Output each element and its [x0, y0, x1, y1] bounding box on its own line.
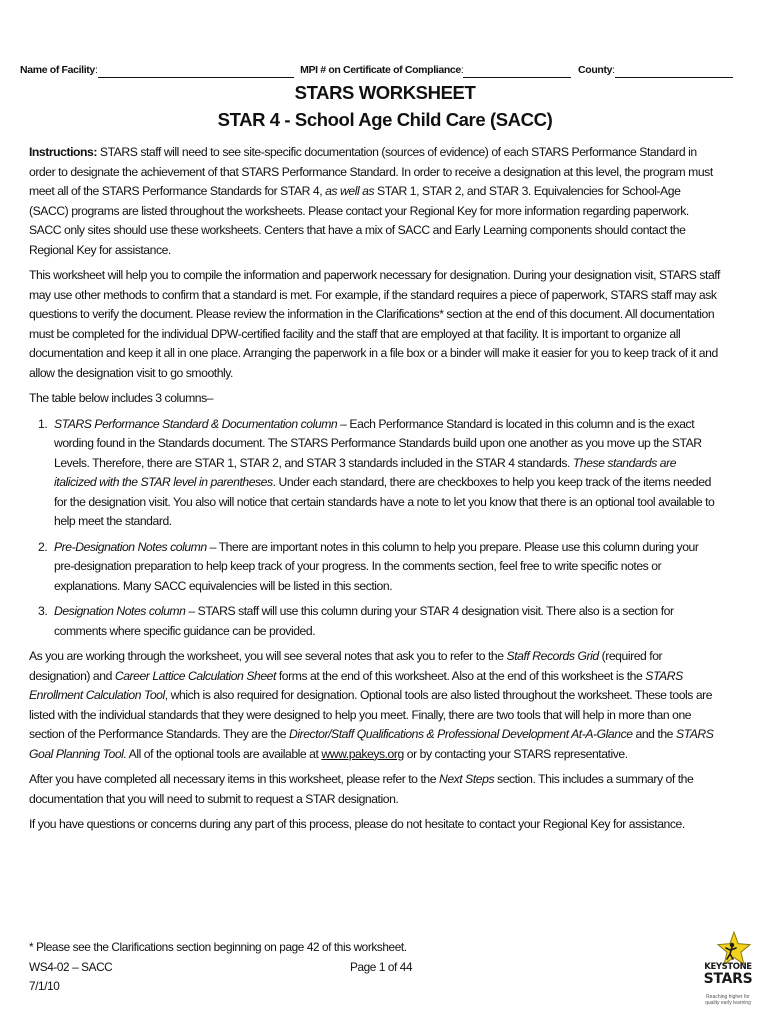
- county-label: County:: [578, 64, 615, 76]
- instructions-body: [29, 143, 721, 841]
- facility-name-field[interactable]: [98, 65, 294, 78]
- logo-tagline-1: Reaching higher for: [706, 994, 750, 1000]
- columns-list: [29, 415, 721, 642]
- facility-info-row: [20, 62, 752, 78]
- clarifications-footnote: * Please see the Clarifications section beginning on page 42 of this worksheet.: [29, 940, 407, 954]
- column-item-3: 3. Designation Notes column – STARS staff will use this column during your STAR 4 designation visit. There also is a section for comments where specific guidance can be provided.: [38, 604, 674, 638]
- tools-paragraph: As you are working through the worksheet, you will see several notes that ask you to refer to the Staff Records Grid (required for designation) and Career Lattice Calculation Sheet forms at the end of this worksheet. Also at the end of this worksheet is the STARS Enrollment Calculation Tool, which is also required for designation. Optional tools are also listed throughout the worksheet. These tools are listed with the individual standards that they were designed to help you meet. Finally, there are two tools that will help in more than one section of the Performance Standards. They are the Director/Staff Qualifications & Professional Development At-A-Glance and the STARS Goal Planning Tool. All of the optional tools are available at www.pakeys.org or by contacting your STARS representative.: [29, 649, 714, 761]
- column-title: Designation Notes column: [54, 604, 186, 618]
- worksheet-title: STARS WORKSHEET: [294, 82, 476, 103]
- worksheet-subtitle: STAR 4 - School Age Child Care (SACC): [217, 109, 553, 130]
- page-number: Page 1 of 44: [350, 960, 413, 974]
- logo-stars-text: STARS: [703, 971, 753, 987]
- instructions-lead: Instructions:: [29, 145, 97, 159]
- pakeys-link[interactable]: www.pakeys.org: [321, 746, 404, 761]
- column-item-1: 1. STARS Performance Standard & Documentation column – Each Performance Standard is located in this column and is the exact wording found in the Standards document. The STARS Performance Standards build upon one another as you move up the STAR Levels. Therefore, there are STAR 1, STAR 2, and STAR 3 standards included in the STAR 4 standards. These standards are italicized with the STAR level in parentheses. Under each standard, there are checkboxes to help you keep track of the items needed for the designation visit. You also will notice that certain standards have a note to let you know that there is an optional tool available to help meet the standard.: [38, 416, 715, 528]
- worksheet-purpose-paragraph: This worksheet will help you to compile the information and paperwork necessary for designation. During your designation visit, STARS staff may use other methods to confirm that a standard is met. For example, if the standard requires a piece of paperwork, STARS staff may ask questions to verify the document. Please review the information in the Clarifications* section at the end of this document. All documentation must be completed for the individual DPW-certified facility and the staff that are employed at that facility. It is important to organize all documentation and keep it all in one place. Arranging the paperwork in a file box or a binder will make it easier for you to keep track of it and allow the designation visit to go smoothly.: [29, 268, 720, 380]
- keystone-stars-logo: [702, 930, 754, 1014]
- instructions-paragraph: Instructions: STARS staff will need to see site-specific documentation (sources of evidence) of each STARS Performance Standard in order to designate the achievement of that STARS Performance Standard. In order to receive a designation at this level, the program must meet all of the STARS Performance Standards for STAR 4, as well as STAR 1, STAR 2, and STAR 3. Equivalencies for School-Age (SACC) programs are listed throughout the worksheets. Please contact your Regional Key for more information regarding paperwork. SACC only sites should use these worksheets. Centers that have a mix of SACC and Early Learning components should contact the Regional Key for assistance.: [29, 145, 713, 257]
- logo-keystone-text: KEYSTONE: [704, 962, 752, 972]
- column-title: Pre-Designation Notes column: [54, 539, 207, 554]
- columns-intro: The table below includes 3 columns–: [29, 391, 214, 405]
- county-field[interactable]: [615, 65, 733, 78]
- column-title: STARS Performance Standard & Documentation column: [54, 416, 338, 431]
- logo-tagline-2: quality early learning: [705, 1000, 751, 1006]
- column-item-2: 2. Pre-Designation Notes column – There are important notes in this column to help you prepare. Please use this column during your pre-designation preparation to help keep track of your progress. In the comments section, feel free to write specific notes or explanations. Many SACC equivalencies will be listed in this section.: [38, 539, 699, 593]
- worksheet-code: WS4-02 – SACC: [29, 960, 113, 974]
- contact-paragraph: If you have questions or concerns during any part of this process, please do not hesitate to contact your Regional Key for assistance.: [29, 817, 685, 831]
- mpi-field[interactable]: [463, 65, 571, 78]
- mpi-label: MPI # on Certificate of Compliance:: [300, 64, 464, 76]
- next-steps-paragraph: After you have completed all necessary items in this worksheet, please refer to the Next Steps section. This includes a summary of the documentation that you will need to submit to request a STAR designation.: [29, 772, 694, 806]
- facility-name-label: Name of Facility:: [20, 64, 98, 76]
- revision-date: 7/1/10: [29, 979, 60, 993]
